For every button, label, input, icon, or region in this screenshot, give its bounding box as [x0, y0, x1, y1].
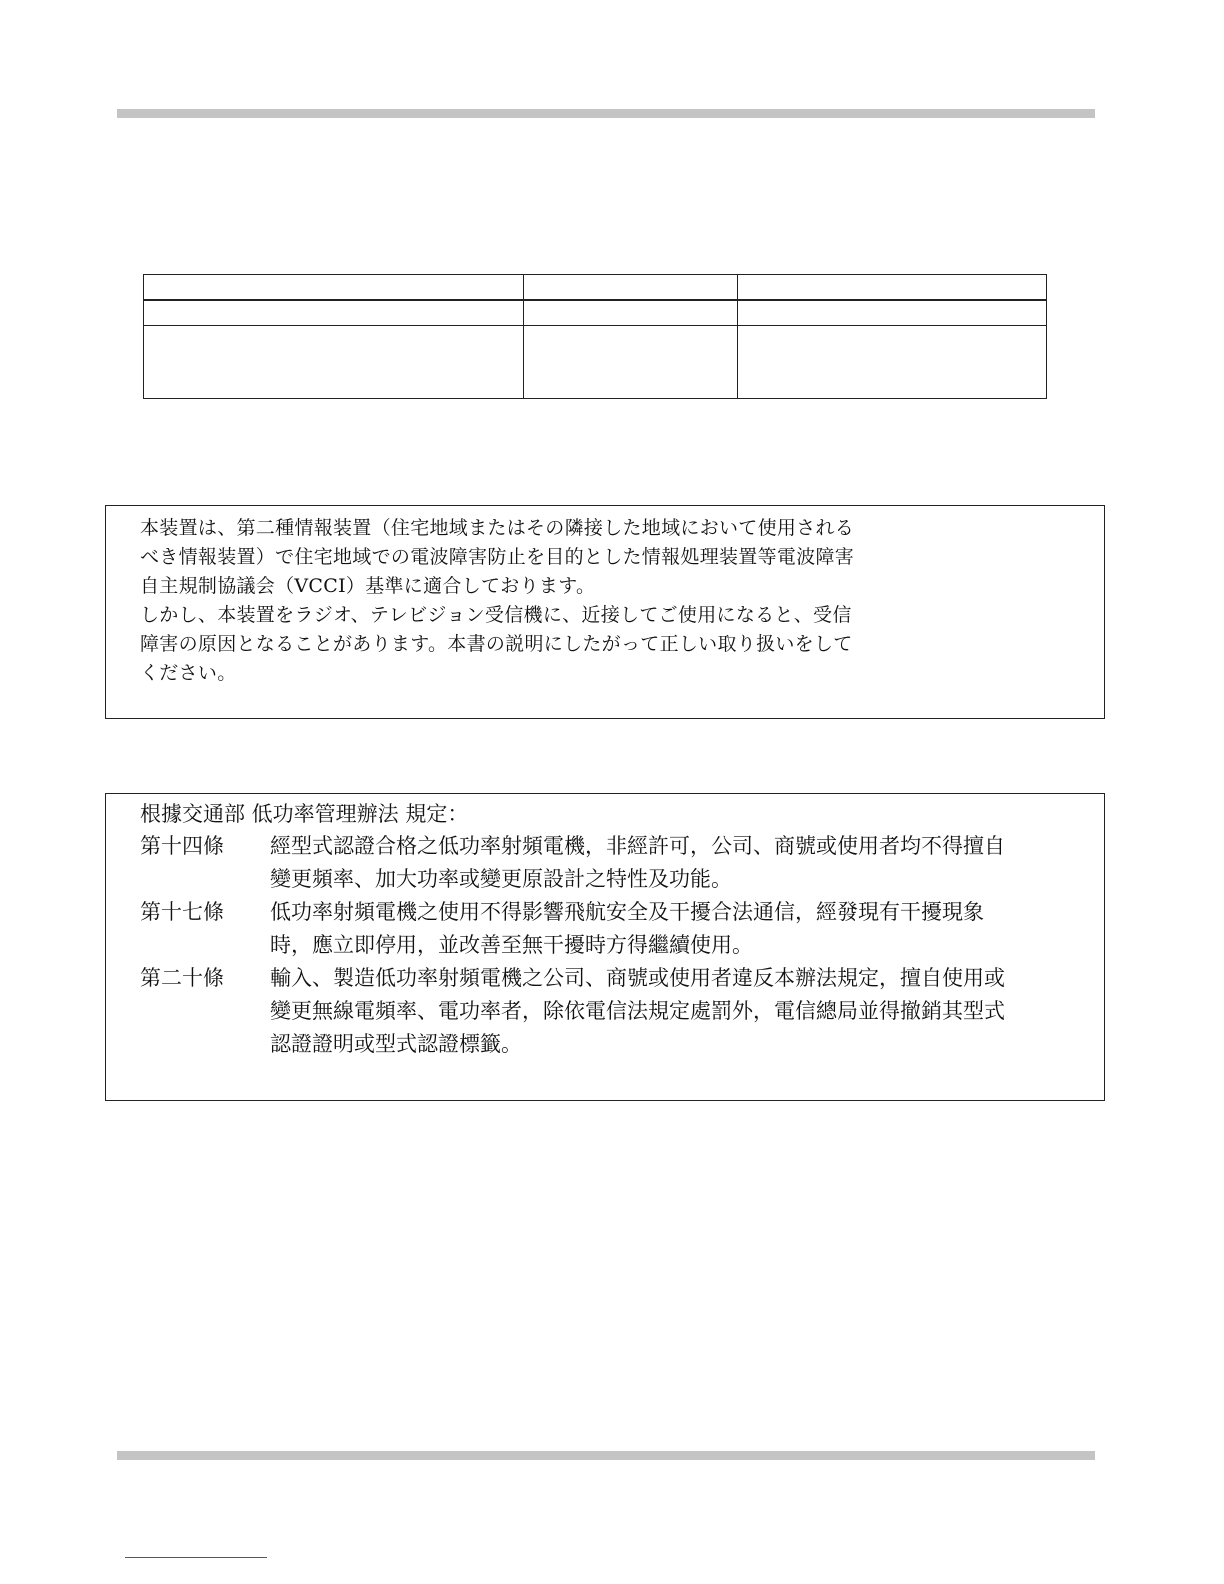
- table-cell: [524, 300, 738, 326]
- taiwan-ncc-notice-box: [105, 793, 1105, 1101]
- article-label: 第二十條: [140, 966, 224, 990]
- vcci-line-1: 本装置は、第二種情報装置（住宅地域またはその隣接した地域において使用される: [140, 517, 855, 539]
- vcci-line-6: ください。: [140, 662, 237, 684]
- article-20: [140, 962, 1020, 1061]
- table-cell: [738, 326, 1047, 399]
- vcci-notice-box: [105, 505, 1105, 719]
- article-14: [140, 830, 1020, 896]
- article-17: [140, 896, 1020, 962]
- header-rule: [117, 109, 1095, 118]
- table-cell: [524, 326, 738, 399]
- vcci-line-2: べき情報装置）で住宅地域での電波障害防止を目的とした情報処理装置等電波障害: [140, 546, 855, 568]
- table-cell: [144, 275, 524, 301]
- table-cell: [738, 300, 1047, 326]
- table-cell: [144, 326, 524, 399]
- article-label: 第十四條: [140, 834, 224, 858]
- table-cell: [144, 300, 524, 326]
- table-row: [144, 275, 1047, 301]
- taiwan-notice-heading: 根據交通部 低功率管理辦法 規定：: [140, 802, 469, 826]
- vcci-line-5: 障害の原因となることがあります。本書の説明にしたがって正しい取り扱いをして: [140, 633, 853, 655]
- article-text: 低功率射頻電機之使用不得影響飛航安全及干擾合法通信，經發現有干擾現象時，應立即停用，並改善至無干擾時方得繼續使用。: [270, 900, 984, 957]
- footer-rule: [117, 1451, 1095, 1460]
- article-text: 輸入、製造低功率射頻電機之公司、商號或使用者違反本辦法規定，擅自使用或變更無線電頻率、電功率者，除依電信法規定處罰外，電信總局並得撤銷其型式認證證明或型式認證標籤。: [270, 966, 1005, 1056]
- table-row: [144, 326, 1047, 399]
- vcci-line-3: 自主規制協議会（VCCI）基準に適合しております。: [140, 575, 596, 597]
- article-label: 第十七條: [140, 900, 224, 924]
- footer-link-underline[interactable]: [125, 1557, 267, 1558]
- article-text: 經型式認證合格之低功率射頻電機，非經許可，公司、商號或使用者均不得擅自變更頻率、加大功率或變更原設計之特性及功能。: [270, 834, 1005, 891]
- vcci-line-4: しかし、本装置をラジオ、テレビジョン受信機に、近接してご使用になると、受信: [140, 604, 852, 626]
- blank-table: [143, 274, 1047, 399]
- table-cell: [524, 275, 738, 301]
- table-row: [144, 300, 1047, 326]
- table-cell: [738, 275, 1047, 301]
- vcci-notice-text: [140, 514, 900, 688]
